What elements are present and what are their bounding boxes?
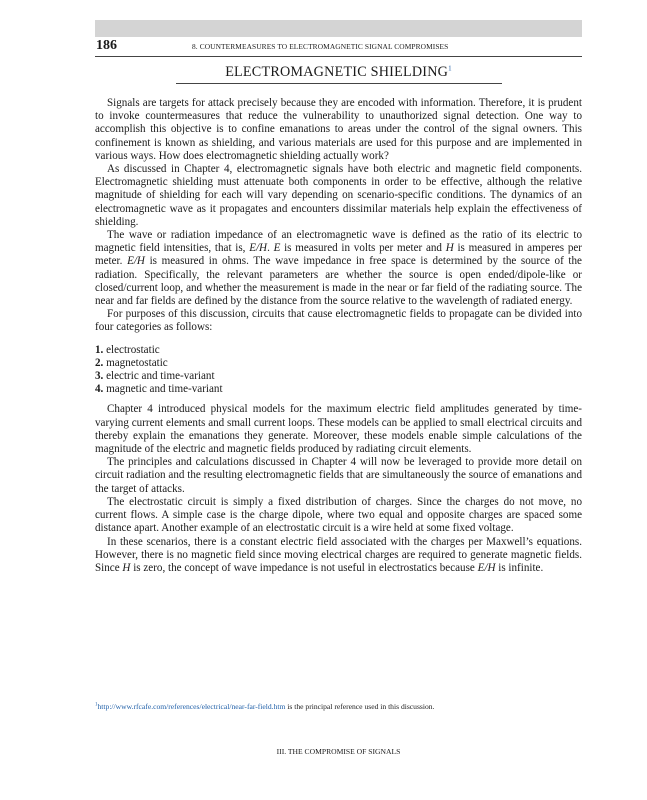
paragraph-5: Chapter 4 introduced physical models for the maximum electric field amplitudes generated by time-varying current elements and small current loops. These models can be applied to small electrical circuits and thereby explain the emanations they generate. Moreover, these models enable simple calculations of the magnitude of the electric and magnetic fields produced by radiating circuit elements. xyxy=(95,403,582,456)
paragraph-2: As discussed in Chapter 4, electromagnetic signals have both electric and magnetic field components. Electromagnetic shielding must attenuate both components in order to be effective, although the relative magnitude of shielding for each will vary depending on scenario-specific conditions. The dynamics of an electromagnetic wave as it propagates and encounters dissimilar materials help explain the effectiveness of shielding. xyxy=(95,163,582,228)
footnote-link[interactable]: http://www.rfcafe.com/references/electrical/near-far-field.htm xyxy=(97,702,286,711)
list-item: 4. magnetic and time-variant xyxy=(95,383,223,396)
running-head: 8. COUNTERMEASURES TO ELECTROMAGNETIC SIGNAL COMPROMISES xyxy=(192,42,449,51)
running-foot: III. THE COMPROMISE OF SIGNALS xyxy=(276,747,401,756)
footnote-text: is the principal reference used in this discussion. xyxy=(285,702,435,711)
footnote xyxy=(95,702,582,711)
category-list xyxy=(95,344,582,397)
paragraph-1: Signals are targets for attack precisely because they are encoded with information. Therefore, it is prudent to invoke countermeasures that reduce the vulnerability to unauthorized signal detection. One way to accomplish this objective is to confine emanations to areas under the control of the signal owners. This confinement is known as shielding, and various materials are used for this purpose and are implemented in various ways. How does electromagnetic shielding actually work? xyxy=(95,97,582,162)
header-bar xyxy=(95,20,582,37)
list-item: 2. magnetostatic xyxy=(95,356,168,369)
paragraph-4: For purposes of this discussion, circuits that cause electromagnetic fields to propagate can be divided into four categories as follows: xyxy=(95,308,582,334)
paragraph-8: In these scenarios, there is a constant electric field associated with the charges per Maxwell’s equations. However, there is no magnetic field since moving electrical charges are required to generate magnetic fields. Since H is zero, the concept of wave impedance is not useful in electrostatics because E/H is infinite. xyxy=(95,535,582,574)
body-text xyxy=(95,97,582,575)
list-item: 1. electrostatic xyxy=(95,343,160,356)
section-title xyxy=(95,64,582,81)
footnote-marker: 1 xyxy=(95,702,98,708)
list-item: 3. electric and time-variant xyxy=(95,370,215,383)
paragraph-7: The electrostatic circuit is simply a fixed distribution of charges. Since the charges do not move, no current flows. A simple case is the charge dipole, where two equal and opposite charges are spaced some distance apart. Another example of an electrostatic circuit is a wire held at some fixed voltage. xyxy=(95,495,582,535)
footnote-marker[interactable]: 1 xyxy=(448,64,452,73)
page-number: 186 xyxy=(96,38,117,53)
paragraph-6: The principles and calculations discussed in Chapter 4 will now be leveraged to provide more detail on circuit radiation and the resulting electromagnetic fields that are simultaneously the source of emanations and the target of attacks. xyxy=(95,456,582,495)
paragraph-3: The wave or radiation impedance of an electromagnetic wave is defined as the ratio of its electric to magnetic field intensities, that is, E/H. E is measured in volts per meter and H is measured in amperes per meter. E/H is measured in ohms. The wave impedance in free space is determined by the source of the radiation. Specifically, the relevant parameters are whether the source is open ended/dipole-like or closed/current loop, and whether the measurement is made in the near or far field of the radiating source. The near and far fields are defined by the distance from the source relative to the wavelength of radiated energy. xyxy=(95,229,583,308)
header-rule xyxy=(95,56,582,57)
section-title-text: ELECTROMAGNETIC SHIELDING xyxy=(225,64,449,80)
title-rule xyxy=(176,83,502,84)
